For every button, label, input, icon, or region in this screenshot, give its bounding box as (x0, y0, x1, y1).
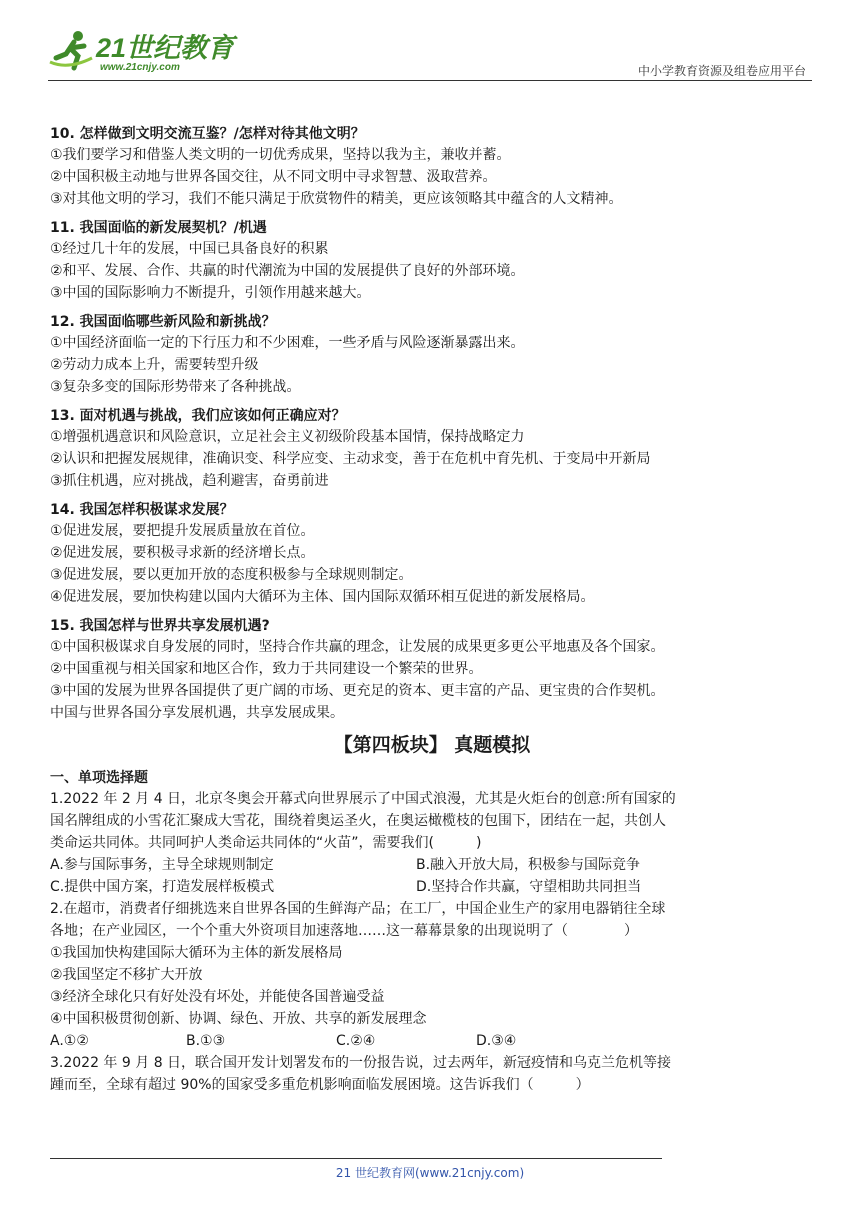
answer-line: ①中国积极谋求自身发展的同时，坚持合作共赢的理念，让发展的成果更多更公平地惠及各个国家。 (50, 639, 665, 655)
option-b: B.①③ (186, 1033, 226, 1049)
answer-line: ②中国积极主动地与世界各国交往，从不同文明中寻求智慧、汲取营养。 (50, 169, 497, 185)
logo-text: 21世纪教育 (96, 33, 235, 63)
section-15 (50, 616, 814, 724)
option-b: B.融入开放大局，积极参与国际竞争 (416, 857, 641, 873)
answer-line: ①中国经济面临一定的下行压力和不少困难，一些矛盾与风险逐渐暴露出来。 (50, 335, 525, 351)
answer-line: ②劳动力成本上升，需要转型升级 (50, 357, 259, 373)
option-row (50, 854, 814, 876)
question-3 (50, 1052, 814, 1096)
answer-line: ③中国的发展为世界各国提供了更广阔的市场、更充足的资本、更丰富的产品、更宝贵的合作契机。 (50, 683, 665, 699)
section-title: 14. 我国怎样积极谋求发展？ (50, 502, 234, 518)
question-stem: 1.2022 年 2 月 4 日，北京冬奥会开幕式向世界展示了中国式浪漫，尤其是火炬台的创意:所有国家的 (50, 791, 676, 807)
header-tagline: 中小学教育资源及组卷应用平台 (637, 64, 806, 78)
runner-icon (48, 28, 96, 72)
answer-line: ③抓住机遇，应对挑战，趋利避害，奋勇前进 (50, 473, 329, 489)
header-divider (48, 80, 812, 81)
section-title: 10. 怎样做到文明交流互鉴？/怎样对待其他文明？ (50, 126, 365, 142)
question-stem: ②我国坚定不移扩大开放 (50, 967, 203, 983)
answer-line: ②促进发展，要积极寻求新的经济增长点。 (50, 545, 315, 561)
section-14 (50, 500, 814, 608)
section-title: 13. 面对机遇与挑战，我们应该如何正确应对？ (50, 408, 346, 424)
footer-divider (50, 1158, 662, 1159)
section-10 (50, 124, 814, 210)
answer-line: ①我们要学习和借鉴人类文明的一切优秀成果，坚持以我为主，兼收并蓄。 (50, 147, 511, 163)
question-stem: 2.在超市，消费者仔细挑选来自世界各国的生鲜海产品；在工厂，中国企业生产的家用电器销往全球 (50, 901, 666, 917)
question-stem: 国名牌组成的小雪花汇聚成大雪花，围绕着奥运圣火，在奥运橄榄枝的包围下，团结在一起，共创人 (50, 813, 666, 829)
answer-line: ③对其他文明的学习，我们不能只满足于欣赏物件的精美，更应该领略其中蕴含的人文精神。 (50, 191, 623, 207)
question-2 (50, 898, 814, 1052)
answer-line: ②和平、发展、合作、共赢的时代潮流为中国的发展提供了良好的外部环境。 (50, 263, 525, 279)
answer-line: 中国与世界各国分享发展机遇，共享发展成果。 (50, 705, 344, 721)
answer-line: ①经过几十年的发展，中国已具备良好的积累 (50, 241, 329, 257)
section-title: 12. 我国面临哪些新风险和新挑战？ (50, 314, 276, 330)
footer-link[interactable]: 21 世纪教育网(www.21cnjy.com) (335, 1166, 525, 1180)
page-header (48, 22, 812, 82)
brand-logo (48, 22, 248, 80)
question-stem: ④中国积极贯彻创新、协调、绿色、开放、共享的新发展理念 (50, 1011, 427, 1027)
option-d: D.坚持合作共赢，守望相助共同担当 (416, 879, 642, 895)
option-row (50, 1030, 814, 1052)
answer-line: ③复杂多变的国际形势带来了各种挑战。 (50, 379, 301, 395)
option-c: C.②④ (336, 1033, 376, 1049)
section-title: 15. 我国怎样与世界共享发展机遇? (50, 618, 270, 634)
answer-line: ②认识和把握发展规律，准确识变、科学应变、主动求变，善于在危机中育先机、于变局中开新局 (50, 451, 651, 467)
answer-line: ④促进发展，要加快构建以国内大循环为主体、国内国际双循环相互促进的新发展格局。 (50, 589, 595, 605)
logo-url: www.21cnjy.com (100, 62, 180, 73)
section-13 (50, 406, 814, 492)
option-row (50, 876, 814, 898)
option-d: D.③④ (476, 1033, 517, 1049)
question-stem: ③经济全球化只有好处没有坏处，并能使各国普遍受益 (50, 989, 385, 1005)
document-body (50, 124, 814, 1096)
option-a: A.参与国际事务，主导全球规则制定 (50, 857, 274, 873)
question-stem: 3.2022 年 9 月 8 日，联合国开发计划署发布的一份报告说，过去两年，新冠疫情和乌克兰危机等接 (50, 1055, 672, 1071)
answer-line: ③中国的国际影响力不断提升，引领作用越来越大。 (50, 285, 371, 301)
section-11 (50, 218, 814, 304)
block-title: 【第四板块】 真题模拟 (333, 734, 531, 756)
answer-line: ②中国重视与相关国家和地区合作，致力于共同建设一个繁荣的世界。 (50, 661, 483, 677)
option-c: C.提供中国方案，打造发展样板模式 (50, 879, 275, 895)
option-a: A.①② (50, 1033, 89, 1049)
answer-line: ③促进发展，要以更加开放的态度积极参与全球规则制定。 (50, 567, 413, 583)
question-stem: 各地；在产业园区，一个个重大外资项目加速落地……这一幕幕景象的出现说明了（ ） (50, 923, 638, 939)
section-12 (50, 312, 814, 398)
subsection-title: 一、单项选择题 (50, 770, 148, 786)
question-stem: ①我国加快构建国际大循环为主体的新发展格局 (50, 945, 343, 961)
question-stem: 类命运共同体。共同呵护人类命运共同体的“火苗”，需要我们( ) (50, 835, 482, 851)
question-1 (50, 788, 814, 898)
answer-line: ①促进发展，要把提升发展质量放在首位。 (50, 523, 315, 539)
section-title: 11. 我国面临的新发展契机？/机遇 (50, 220, 267, 236)
question-stem: 踵而至，全球有超过 90%的国家受多重危机影响面临发展困境。这告诉我们（ ） (50, 1077, 590, 1093)
answer-line: ①增强机遇意识和风险意识，立足社会主义初级阶段基本国情，保持战略定力 (50, 429, 525, 445)
